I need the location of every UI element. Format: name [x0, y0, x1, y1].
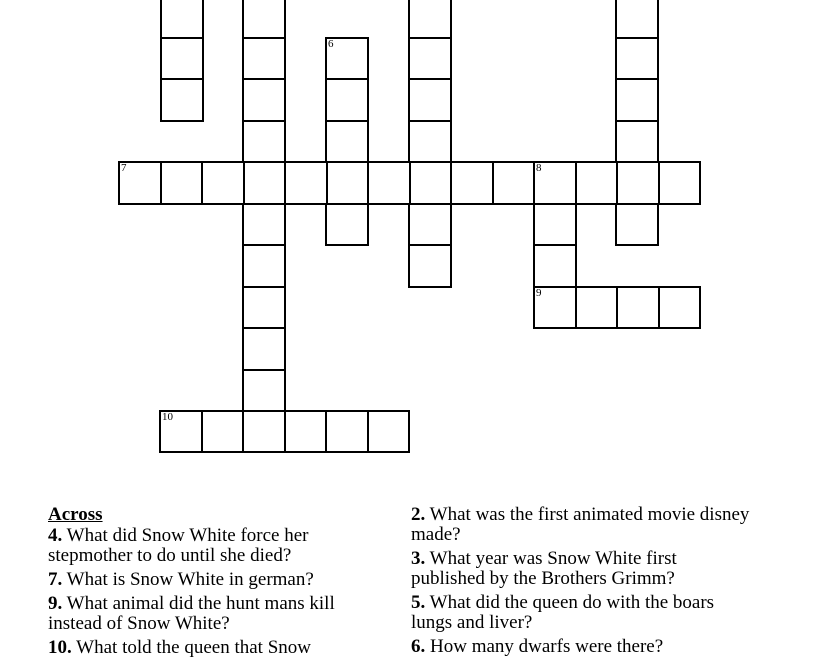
- crossword-cell[interactable]: [575, 286, 619, 330]
- cell-number: 8: [536, 162, 542, 174]
- clue-number: 5.: [411, 592, 426, 613]
- crossword-cell[interactable]: [408, 0, 452, 39]
- cell-number: 6: [328, 37, 334, 50]
- crossword-cell[interactable]: [242, 369, 286, 413]
- crossword-cell[interactable]: [616, 161, 660, 205]
- crossword-cell[interactable]: [242, 410, 286, 454]
- clue-text: What was the first animated movie disney made?: [411, 504, 750, 545]
- clue-text: How many dwarfs were there?: [430, 636, 664, 657]
- crossword-cell[interactable]: [492, 161, 536, 205]
- crossword-cell[interactable]: [367, 410, 411, 454]
- crossword-cell[interactable]: [242, 327, 286, 371]
- crossword-cell[interactable]: [242, 78, 286, 122]
- crossword-cell[interactable]: [367, 161, 411, 205]
- clue-text: What told the queen that Snow: [76, 637, 311, 658]
- crossword-cell[interactable]: [201, 410, 245, 454]
- crossword-cell[interactable]: [615, 0, 659, 39]
- crossword-cell[interactable]: [615, 120, 659, 164]
- clue-down-2: [411, 505, 751, 545]
- crossword-cell[interactable]: [242, 244, 286, 288]
- crossword-cell[interactable]: [160, 78, 204, 122]
- crossword-cell[interactable]: [160, 37, 204, 81]
- clue-text: What animal did the hunt mans kill instead of Snow White?: [48, 593, 335, 634]
- crossword-cell[interactable]: [408, 37, 452, 81]
- clue-down-6: [411, 637, 751, 657]
- clue-across-4: [48, 526, 388, 566]
- crossword-cell[interactable]: [533, 286, 577, 330]
- crossword-cell[interactable]: [615, 78, 659, 122]
- clue-number: 10.: [48, 637, 72, 658]
- clue-text: What year was Snow White first published by the Brothers Grimm?: [411, 548, 677, 589]
- crossword-cell[interactable]: [615, 203, 659, 247]
- crossword-cell[interactable]: [616, 286, 660, 330]
- across-heading: Across: [48, 504, 103, 525]
- crossword-cell[interactable]: [533, 161, 577, 205]
- crossword-cell[interactable]: [201, 161, 245, 205]
- crossword-cell[interactable]: [118, 161, 162, 205]
- clue-across-9: [48, 594, 388, 634]
- clue-number: 7.: [48, 569, 63, 590]
- clue-number: 3.: [411, 548, 426, 569]
- clue-across-10: [48, 638, 388, 658]
- crossword-cell[interactable]: [284, 410, 328, 454]
- crossword-cell[interactable]: [325, 78, 369, 122]
- crossword-cell[interactable]: [450, 161, 494, 205]
- crossword-cell[interactable]: [159, 410, 203, 454]
- crossword-cell[interactable]: [242, 286, 286, 330]
- crossword-cell[interactable]: [160, 0, 204, 39]
- crossword-cell[interactable]: [242, 203, 286, 247]
- crossword-cell[interactable]: [408, 120, 452, 164]
- crossword-cell[interactable]: [242, 0, 286, 39]
- clue-number: 9.: [48, 593, 63, 614]
- crossword-cell[interactable]: [325, 203, 369, 247]
- crossword-cell[interactable]: [408, 244, 452, 288]
- crossword-cell[interactable]: [575, 161, 619, 205]
- cell-number: 9: [536, 286, 542, 299]
- crossword-cell[interactable]: [408, 78, 452, 122]
- crossword-cell[interactable]: [409, 161, 453, 205]
- crossword-cell[interactable]: [243, 161, 287, 205]
- clue-number: 6.: [411, 636, 426, 657]
- crossword-cell[interactable]: [242, 120, 286, 164]
- cell-number: 10: [162, 410, 173, 423]
- clue-text: What did the queen do with the boars lungs and liver?: [411, 592, 715, 633]
- clue-across-7: [48, 570, 388, 590]
- clue-number: 4.: [48, 525, 63, 546]
- crossword-cell[interactable]: [658, 161, 702, 205]
- crossword-cell[interactable]: [533, 244, 577, 288]
- clue-down-3: [411, 549, 751, 589]
- crossword-cell[interactable]: [408, 203, 452, 247]
- crossword-cell[interactable]: [615, 37, 659, 81]
- clues-column-left: [48, 505, 388, 662]
- crossword-cell[interactable]: [160, 161, 204, 205]
- crossword-cell[interactable]: [284, 161, 328, 205]
- crossword-cell[interactable]: [325, 410, 369, 454]
- clue-down-5: [411, 593, 751, 633]
- clue-text: What is Snow White in german?: [66, 569, 314, 590]
- crossword-cell[interactable]: [658, 286, 702, 330]
- crossword-cell[interactable]: [533, 203, 577, 247]
- crossword-cell[interactable]: [325, 120, 369, 164]
- clues-column-right: [411, 505, 751, 661]
- cell-number: 7: [121, 162, 127, 174]
- clue-number: 2.: [411, 504, 426, 525]
- crossword-cell[interactable]: [326, 161, 370, 205]
- crossword-cell[interactable]: [325, 37, 369, 81]
- clue-text: What did Snow White force her stepmother to do until she died?: [48, 525, 309, 566]
- crossword-cell[interactable]: [242, 37, 286, 81]
